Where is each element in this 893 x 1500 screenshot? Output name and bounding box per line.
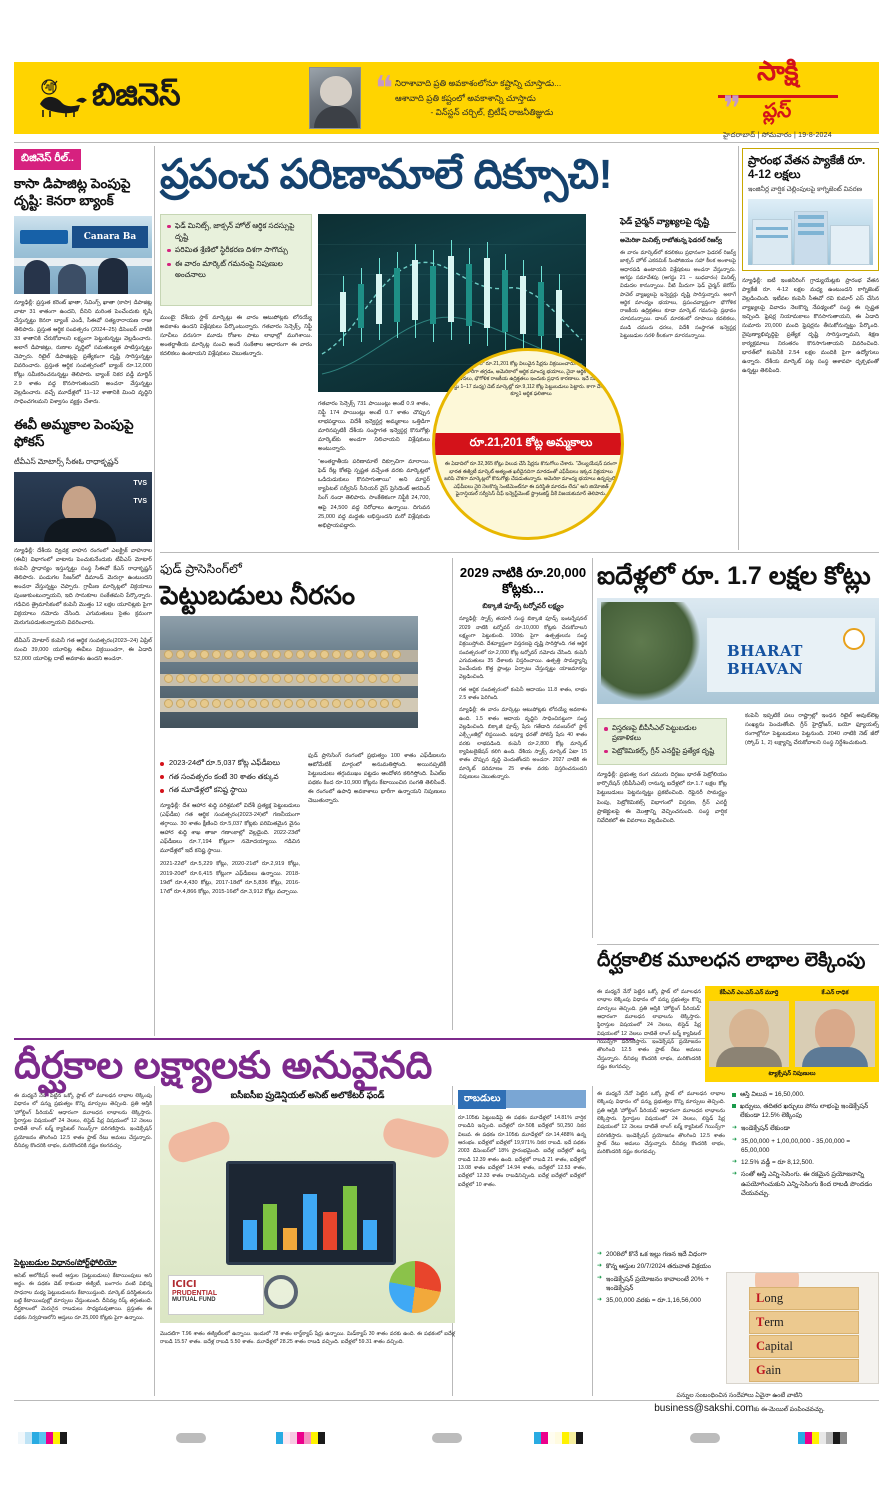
photo-person (98, 258, 128, 294)
hand-shape (380, 1115, 451, 1160)
bullet-item: గత సంవత్సరం కంటే 30 శాతం తక్కువ (160, 772, 300, 783)
ltcg-example-body: ఈ మధ్యనే నేనో పెట్టిన ఒక్కో ప్లాట్ లో మూలధన లాభాల లెక్కింపు విధానం లో పన్ను ప్రభుత్వం కొన్ని మార్పులు తెచ్చింది. ప్రతి ఆస్తికి 'హోల్డింగ్ పీరియడ్' ఆధారంగా మూలధన లాభాలను లెక్కిస్తారు. స్థిరాస్తుల విషయంలో 24 నెలలు, లిస్టెడ్ షేర్ల విషయంలో 12 నెలలు దాటితే లాంగ్ టర్మ్ క్యాపిటల్ గెయిన్స్‌గా పరిగణిస్తారు. ఇండెక్సేషన్ ప్రయోజనం తొలగించి 12.5 శాతం ఫ్లాట్ రేటు అమలు చేస్తున్నారు. దీనివల్ల కొందరికి లాభం, మరికొందరికి నష్టం కలగవచ్చు. (597, 1091, 725, 1156)
bullet-item: పరిమిత శ్రేణిలో స్థిరీకరణ దిశగా సాగొచ్చు (167, 245, 305, 256)
divider-mid-3 (592, 558, 593, 938)
ltcg-letter-c: C (756, 1339, 766, 1353)
bpcl-bullet-list (597, 718, 727, 765)
left-story-2-title: ఈవీ అమ్మకాల పెంపుపై ఫోకస్ (14, 417, 134, 450)
list-item: ➜ 35,00,000 వరకు = రూ.1,16,56,000 (597, 1296, 725, 1305)
list-item: ➜ కొన్న ఆస్తుల 20/7/2024 తరువాత విక్రయం (597, 1262, 725, 1271)
bullet-item: ఈ వారం మార్కెట్ గమనంపై నిపుణుల అంచనాలు (167, 259, 305, 280)
quote-line-2: ఆశావాది ప్రతి కష్టంలో అవకాశాన్ని చూస్తాడు (395, 92, 536, 103)
summary-col (597, 1250, 725, 1308)
right-story-subtitle: ఇంజినీర్ల వార్షిక చెల్లింపులపై కాగ్నిజెంట్ వివరణ (748, 185, 863, 193)
center-para-1: ముంబై: దేశీయ స్టాక్ మార్కెట్లు ఈ వారం ఆటుపోట్లకు లోనయ్యే అవకాశం ఉందని విశ్లేషకులు పేర్కొంటున్నారు. గతవారం సెన్సెక్స్, నిఫ్టీ సూచీలు వరుసగా మూడు రోజుల పాటు లాభాల్లో ముగిశాయి. అంతర్జాతీయ మార్కెట్ల నుంచి అందే సంకేతాల ఆధారంగా ఈ వారం కదలికలు ఉంటాయని విశ్లేషకులు చెబుతున్నారు. (160, 315, 312, 358)
author-box (705, 986, 879, 1082)
icici-fund-illustration (160, 1105, 455, 1323)
photo-sign-small (20, 230, 68, 244)
bikaji-section (459, 565, 587, 781)
calc-list (732, 1124, 879, 1198)
ltcg-section (597, 950, 879, 971)
author-name: కేపీఎన్ ఎం.ఎస్.ఎన్ మూర్తి (719, 990, 779, 996)
churchill-photo (309, 67, 361, 129)
ltcg-word-long: ong (764, 1291, 784, 1305)
quote-text (373, 68, 742, 130)
bottom-intro-body: ఈ మధ్యనే నేనో పెట్టిన ఒక్కో ప్లాట్ లో మూలధన లాభాల లెక్కింపు విధానం లో పన్ను ప్రభుత్వం కొన్ని మార్పులు తెచ్చింది. ప్రతి ఆస్తికి 'హోల్డింగ్ పీరియడ్' ఆధారంగా మూలధన లాభాలను లెక్కిస్తారు. స్థిరాస్తుల విషయంలో 24 నెలలు, లిస్టెడ్ షేర్ల విషయంలో 12 నెలలు దాటితే లాంగ్ టర్మ్ క్యాపిటల్ గెయిన్స్‌గా పరిగణిస్తారు. ఇండెక్సేషన్ ప్రయోజనం తొలగించి 12.5 శాతం ఫ్లాట్ రేటు అమలు చేస్తున్నారు. దీనివల్ల కొందరికి లాభం, మరికొందరికి నష్టం కలగవచ్చు. (14, 1093, 152, 1149)
quote-line-1: నిరాశావాది ప్రతి అవకాశంలోనూ కష్టాన్ని చూస్తాడు... (395, 77, 562, 88)
section-logo (14, 77, 209, 120)
ltcg-body: ఈ మధ్యనే నేనో పెట్టిన ఒక్కో ప్లాట్ లో మూలధన లాభాల లెక్కింపు విధానం లో పన్ను ప్రభుత్వం కొన్ని మార్పులు తెచ్చింది. ప్రతి ఆస్తికి 'హోల్డింగ్ పీరియడ్' ఆధారంగా మూలధన లాభాలను లెక్కిస్తారు. స్థిరాస్తుల విషయంలో 24 నెలలు, లిస్టెడ్ షేర్ల విషయంలో 12 నెలలు దాటితే లాంగ్ టర్మ్ క్యాపిటల్ గెయిన్స్‌గా పరిగణిస్తారు. ఇండెక్సేషన్ ప్రయోజనం తొలగించి 12.5 శాతం ఫ్లాట్ రేటు అమలు చేస్తున్నారు. దీనివల్ల కొందరికి లాభం, మరికొందరికి నష్టం కలగవచ్చు. (597, 989, 701, 1070)
left-story-2-body: న్యూఢిల్లీ: దేశీయ ద్విచక్ర వాహన రంగంలో ఎలక్ట్రిక్ వాహనాల (ఈవీ) విభాగంలో వాటాను పెంచుకునేందుకు టీవీఎస్ మోటార్ కంపెనీ ప్రాధాన్యం ఇస్తున్నట్టు సంస్థ సీఈవో కేఎన్ రాధాకృష్ణన్ తెలిపారు. పండుగల సీజన్‌లో డిమాండ్ మెరుగ్గా ఉంటుందని అంచనా వేస్తున్నట్టు చెప్పారు. గ్రామీణ మార్కెట్లలో విక్రయాలు పుంజుకుంటున్నాయని, ఇది సానుకూల సంకేతమని పేర్కొన్నారు. గడిచిన త్రైమాసికంలో కంపెనీ మొత్తం 12 లక్షల యూనిట్లకు పైగా విక్రయాలు నమోదు చేసింది. ఎగుమతులు సైతం క్రమంగా మెరుగుపడుతున్నాయని వివరించారు. (14, 547, 152, 627)
bharat-bhavan-photo (597, 598, 879, 704)
left-bottom-intro (14, 1092, 152, 1150)
returns-column (458, 1090, 586, 1189)
avatar (795, 1001, 875, 1067)
returns-header-label: రాబడులు (458, 1090, 506, 1109)
food-stats: 2021-22లో రూ.5,229 కోట్లు, 2020-21లో రూ.2,919 కోట్లు, 2019-20లో రూ.6,415 కోట్లుగా ఎఫ్‌డీఐలు ఉన్నాయి. 2018-19లో రూ.4,430 కోట్లు, 2017-18లో రూ.5,836 కోట్లు, 2016-17లో రూ.4,866 కోట్లు, 2015-16లో రూ.3,912 కోట్లు వచ్చాయి. (160, 861, 300, 895)
brand-suffix: ప్లస్ (762, 97, 794, 122)
author-name: కే.ఎన్ రాధిక (821, 990, 849, 996)
photo-suit (44, 518, 116, 542)
highlight-circle-callout (432, 348, 624, 540)
fund-mid-text (160, 1330, 455, 1347)
tvs-ceo-photo (14, 472, 152, 542)
right-column (742, 148, 879, 376)
bpcl-logo-icon (843, 628, 865, 650)
page-title: ప్రపంచ పరిణామాలే దిక్సూచి! (160, 151, 612, 197)
dateline: హైదరాబాద్ ‌‌| సోమవారం | 19-8-2024 (723, 131, 832, 139)
bullet-item: గత మూడేళ్లలో కనిష్ట స్థాయి (160, 785, 300, 796)
left-column (14, 148, 152, 664)
bottom-page-title: దీర్ఘకాల లక్ష్యాలకు అనువైనది (14, 1045, 433, 1087)
photo-person (24, 260, 50, 294)
footer-contact (600, 1392, 879, 1414)
bikaji-subtitle: బిక్కాజీ ఫూడ్స్ టర్నోవర్ లక్ష్యం (482, 602, 564, 610)
footer-email-text: business@sakshi.com (654, 1402, 754, 1414)
list-item: ➜ సంతో ఆస్తి ఎన్ని-సెసింగు. ఈ రకమైన ప్రయోజనాన్ని ఉపయోగించుకుని ఎన్ని-సెసింగు కింద రాబడి పొందడం చేయవచ్చు. (732, 1170, 879, 1198)
ltcg-block-gain (749, 1359, 859, 1382)
logo-line-1: ICICI (172, 1279, 197, 1290)
food-kicker: ఫుడ్ ప్రాసెసింగ్‌లో (160, 562, 242, 576)
publication-brand (694, 56, 879, 141)
quote-attribution: - విన్‌స్టన్ చర్చిల్, బ్రిటీష్ రాజనీతిజ్ఞుడు (430, 107, 554, 118)
divider-bottom-1 (154, 1086, 155, 1396)
fed-panel-subtitle: అమెరికా మినిట్స్ రాబోతున్న ఫెడరల్ రిజర్వ్ (620, 237, 722, 244)
laptop-shape (226, 1161, 396, 1265)
fund-name-caption: ఐసీఐసీఐ ప్రుడెన్షియల్ అసెట్ అలొకేటర్ ఫండ్ (230, 1090, 385, 1100)
divider-mid-2 (452, 558, 453, 1030)
ltcg-title: దీర్ఘకాలిక మూలధన లాభాల లెక్కింపు (597, 950, 866, 971)
bharat-bhavan-sign: BHARAT BHAVAN (727, 642, 804, 678)
fed-panel-body: ఈ వారం మార్కెట్‌లో కదలికలు ప్రధానంగా ఫెడరల్ రిజర్వ్ జాక్సన్ హోల్ ఎకనమిక్ సింపోజియం సహా కీలక అంశాలపై ఆధారపడి ఉంటాయని విశ్లేషకులు అంచనా వేస్తున్నారు. ఆగస్టు సమావేశపు (ఆగస్టు 21 – బుధవారం) మినిట్స్ విడుదల కానున్నాయి. వీటి మీదుగా ఫెడ్ చైర్మన్ జెరోమ్ పావెల్ వ్యాఖ్యలపై ఇన్వెస్టర్లు దృష్టి సారిస్తున్నారు. అలాగే ఆర్థిక మాంద్యం భయాలు, ప్రపంచవ్యాప్తంగా భౌగోళిక రాజకీయ ఉద్రిక్తతలు కూడా మార్కెట్ గమనంపై ప్రభావం చూపనున్నాయి. డాలర్ మారకంలో రూపాయి కదలికలు, ముడి చమురు ధరలు, విదేశీ సంస్థాగత ఇన్వెస్టర్ల పెట్టుబడుల సరళి కీలకంగా మారనున్నాయి. (620, 249, 736, 340)
logo-line-2: PRUDENTIAL (172, 1290, 218, 1297)
business-reel-tag: బిజినెస్ రీల్.. (14, 149, 81, 170)
left-story-1-title: కాసా డిపాజిట్ల పెంపుపై దృష్టి: కెనరా బ్యాంక్ (14, 176, 131, 208)
food-body: న్యూఢిల్లీ: దేశ ఆహార శుద్ధి పరిశ్రమలో విదేశీ ప్రత్యక్ష పెట్టుబడులు (ఎఫ్‌డీఐ) గత ఆర్థిక సంవత్సరం(2023-24)లో గణనీయంగా తగ్గాయి. 30 శాతం క్షీణించి రూ.5,037 కోట్లకు పరిమితమైన వైనం ఆహార శుద్ధి శాఖ తాజా గణాంకాల్లో వెల్లడైంది. 2022-23లో ఎఫ్‌డీఐలు రూ.7,194 కోట్లుగా నమోదయ్యాయి. గడిచిన మూడేళ్లలో ఇదే కనిష్ట స్థాయి. (160, 803, 300, 855)
author-caption: ట్యాక్సేషన్ నిపుణులు (768, 1070, 816, 1077)
quote-close-icon: ❞ (722, 89, 742, 130)
ltcg-word-term: erm (764, 1315, 784, 1329)
bpcl-body-2: కంపెనీ ఇప్పటికే పలు రాష్ట్రాల్లో ఇంధన రిటైల్ అవుట్‌లెట్ల సంఖ్యను పెంచుతోంది. గ్రీన్ హైడ్రోజన్, బయో ఫ్యూయల్స్ రంగాల్లోనూ పెట్టుబడులు పెట్టనుంది. 2040 నాటికి నెట్ జీరో (స్కోప్ 1, 2) లక్ష్యాన్ని చేరుకోవాలని సంస్థ నిర్దేశించుకుంది. (745, 713, 879, 747)
food-bullets (160, 752, 300, 897)
left-story-2-body-2: టీవీఎస్ మోటార్ కంపెనీ గత ఆర్థిక సంవత్సరం(2023–24) ఏప్రిల్ నుంచి 39,000 యూనిట్ల ఈవీలు విక్రయించగా, ఈ ఏడాది 52,000 యూనిట్ల దాటే అవకాశం ఉందని అంచనా. (14, 632, 152, 664)
office-building-photo (748, 199, 873, 265)
returns-header-bar (458, 1090, 586, 1109)
ltcg-example-col (597, 1090, 725, 1157)
quote-open-icon: ❝ (375, 68, 394, 109)
left-story-1-body: న్యూఢిల్లీ: ప్రస్తుత కరెంట్ ఖాతా, సేవింగ్స్ ఖాతా (కాసా) డిపాజిట్ల వాటా 31 శాతంగా ఉందని, దీనిని మరింత పెంచేందుకు కృషి చేస్తున్నట్టు కెనరా బ్యాంక్ ఎండీ, సీఈవో సత్యనారాయణ రాజు తెలిపారు. ప్రస్తుత ఆర్థిక సంవత్సరం (2024–25) డిసెంబర్ నాటికి 33 శాతానికి చేరుకోవాలని లక్ష్యంగా పెట్టుకున్నట్టు వెల్లడించారు. అలాగే డిపాజిట్లు, రుణాల వృద్ధిలో సమతుల్యత పాటిస్తున్నట్టు చెప్పారు. రిటైల్ డిపాజిట్లపై ప్రత్యేకంగా దృష్టి సారిస్తున్నట్టు వివరించారు. ప్రస్తుత ఆర్థిక సంవత్సరంలో బ్యాంక్ రూ.12,000 కోట్లు సమీకరించనున్నట్టు తెలిపారు. బ్యాంక్ నికర వడ్డీ మార్జిన్ 2.9 శాతం వద్ద కొనసాగుతుందని అంచనా వేస్తున్నట్టు వెల్లడించారు. వచ్చే మూడేళ్లలో 11–12 శాతానికి మించి వృద్ధిని సాధించగలమని విశ్వాసం వ్యక్తం చేశారు. (14, 299, 152, 406)
masthead-quote-block (209, 67, 742, 130)
food-body-2: ఫుడ్ ప్రాసెసింగ్ రంగంలో ప్రభుత్వం 100 శాతం ఎఫ్‌డీఐలను ఆటోమేటిక్ మార్గంలో అనుమతిస్తోంది. అయినప్పటికీ పెట్టుబడులు తగ్గుముఖం పట్టడం ఆందోళన కలిగిస్తోంది. పీఎల్ఐ పథకం కింద రూ.10,900 కోట్లను కేటాయించిన సంగతి తెలిసిందే. ఈ రంగంలో ఉపాధి అవకాశాలు భారీగా ఉన్నాయని నిపుణులు చెబుతున్నారు. (308, 753, 446, 805)
circle-text-top: ఆగస్టు ప్రథమార్ధంలో రూ.21,201 కోట్ల విలువైన షేర్లను విక్రయించారు. యెన్ ఆధారిత క్యారీ ట్రేడింగ్ భారీగా తగ్గడం, అమెరికాలో ఆర్థిక మాంద్య భయాలు, నైనా ఆర్థిక మందగమన అందోళనలు, భౌగోళిక రాజకీయ ఉద్రిక్తతలు ఇందుకు ప్రధాన కారణాలు. ఇదే సమయంలో (ఆగస్టు 1–17 మధ్య) డెట్ మార్కెట్లో రూ.9,112 కోట్ల పెట్టుబడులు పెట్టారు. కాగా దేశీయంగా క్యూ1 ఆర్థిక ఫలితాలు (445, 361, 617, 397)
ltcg-word-capital: apital (765, 1339, 793, 1353)
bikaji-body-3: న్యూఢిల్లీ: ఈ వారం మార్కెట్లు ఆటుపోట్లకు లోనయ్యే అవకాశం ఉంది. 1.5 శాతం ఆదాయ వృద్ధిని సాధించినట్టుగా సంస్థ వెల్లడించింది. బిక్కాజీ ఫూడ్స్ షేరు గతేడాది నవంబర్‌లో స్టాక్ ఎక్స్చేంజీల్లో లిస్టయింది. ఇష్యూ ధరతో పోలిస్తే షేరు 40 శాతం వరకు లాభపడింది. కంపెనీ రూ.2,800 కోట్ల మార్కెట్ క్యాపిటలైజేషన్ కలిగి ఉంది. దేశీయ స్నాక్స్ మార్కెట్ ఏటా 15 శాతం చొప్పున వృద్ధి చెందుతోందని అంచనా. 2027 నాటికి ఈ మార్కెట్ పరిమాణం 25 శాతం వరకు విస్తరించనుందని నిపుణులు చెబుతున్నారు. (459, 707, 587, 780)
ltcg-block-term (749, 1311, 859, 1334)
bullet-item: 2023-24లో రూ.5,037 కోట్ల ఎఫ్‌డీఐలు (160, 758, 300, 769)
cognizant-box (742, 148, 879, 271)
tree-shape (601, 602, 701, 702)
center-story-col-1 (160, 314, 312, 359)
food-processing-section (160, 562, 446, 728)
bpcl-body: న్యూఢిల్లీ: ప్రభుత్వ రంగ చమురు దిగ్గజం భారత్ పెట్రోలియం కార్పొరేషన్ (బీపీసీఎల్) రానున్న ఐదేళ్లలో రూ.1.7 లక్షల కోట్ల పెట్టుబడులు పెట్టనున్నట్టు ప్రకటించింది. రిఫైనరీ సామర్థ్యం పెంపు, పెట్రోకెమికల్స్ విభాగంలో విస్తరణ, గ్రీన్ ఎనర్జీ ప్రాజెక్టులపై ఈ మొత్తాన్ని వెచ్చించనుంది. సంస్థ వార్షిక నివేదికలో ఈ వివరాలు వెల్లడించింది. (597, 772, 727, 824)
list-item: ఖర్చులు, తదితర ఖర్చులు పోను లాభంపై ఇండెక్సేషన్ లేకుండా 12.5% లెక్కింపు (732, 1102, 879, 1121)
list-item: ➜ ఇండెక్సేషన్ లేకుండా (732, 1124, 879, 1133)
photo-tvs-logo-1: TVS (133, 479, 147, 487)
ltcg-letter-l: L (756, 1291, 765, 1305)
bpcl-title: ఐదేళ్లలో రూ. 1.7 లక్షల కోట్లు (597, 562, 871, 590)
center-para-2: గతవారం సెన్సెక్స్ 731 పాయింట్లు అంటే 0.9 శాతం, నిఫ్టీ 174 పాయింట్లు అంటే 0.7 శాతం చొప్పున లాభపడ్డాయి. విదేశీ ఇన్వెస్టర్ల అమ్మకాలు ఒత్తిడిగా మారినప్పటికీ దేశీయ సంస్థాగత ఇన్వెస్టర్ల కొనుగోళ్లు మార్కెట్‌కు అండగా నిలిచాయని విశ్లేషకులు అంటున్నారు. (318, 401, 430, 453)
registration-mark (176, 1433, 206, 1443)
print-registration-bar (0, 1432, 893, 1446)
fed-chairman-panel (620, 216, 736, 340)
icici-prudential-logo (168, 1275, 264, 1315)
bottom-main-title-block (14, 1046, 634, 1088)
footer-line-1: పన్నుల సంబంధించిన సందేహాలు ఏవైనా ఉంటే వాటిని (676, 1392, 803, 1399)
list-item: ➜ ఇండెక్సేషన్ ప్రయోజనం కావాలంటే 20% + ఇండెక్సేషన్ (597, 1275, 725, 1294)
pie-chart-icon (389, 1261, 441, 1313)
bpcl-body-col2 (745, 712, 879, 748)
avatar (709, 1001, 789, 1067)
bpcl-bullets (597, 712, 727, 826)
section-logo-text: బిజినెస్ (92, 76, 181, 113)
ltcg-letter-t: T (756, 1315, 765, 1329)
color-swatch-set (534, 1432, 583, 1444)
color-swatch-set (18, 1432, 67, 1444)
bullet-item: విస్తరణపై బీపీసీఎల్ పెట్టుబడుల ప్రణాళికలు (604, 724, 720, 744)
ltcg-word-gain: ain (765, 1363, 782, 1377)
circle-red-band: రూ.21,201 కోట్ల అమ్మకాలు (432, 433, 624, 455)
list-item: ఆస్తి విలువ = 16,50,000. (732, 1090, 879, 1099)
bikaji-body-2: గత ఆర్థిక సంవత్సరంలో కంపెనీ ఆదాయం 11.8 శాతం, లాభం 2.5 శాతం పెరిగింది. (459, 686, 587, 702)
bullet-item: ఫెడ్ మినిట్స్, జాక్సన్ హోల్ ఆర్థిక సదస్సుపై దృష్టి (167, 221, 305, 242)
ltcg-block-long (749, 1287, 859, 1310)
divider-mid (160, 552, 879, 553)
fund-mid-body: మొదటిగా T.96 శాతం ఈక్విటీలలో ఉన్నాయి. ఇందులో 78 శాతం లార్జ్‌క్యాప్ షేర్లు ఉన్నాయి. మిడ్‌క్యాప్ 30 శాతం వరకు ఉంది. ఈ పథకంలో ఐదేళ్ల రాబడి 15.57 శాతం. ఐదేళ్ల రాబడి 5.50 శాతం. మూడేళ్లలో 28.25 శాతం రాబడి వచ్చింది. ఐదేళ్లలో 59.31 శాతం వచ్చింది. (160, 1331, 455, 1346)
hand-shape (165, 1118, 233, 1166)
left-story-2-subtitle: టీవీఎస్ మోటార్స్ సీఈఓ రాధాకృష్ణన్ (14, 457, 119, 467)
returns-body: రూ.105కు పెట్టుబడిపై ఈ పథకం మూడేళ్లలో 14.81% వార్షిక రాబడిని ఇచ్చింది. ఐదేళ్లలో రూ.50కి ఐదేళ్లలో 50,250 నికర విలువ. ఈ పథకం రూ.105కు మూడేళ్లలో రూ.14,488% ఉన్న ఆరంభం. ఐదేళ్లలో ఐదేళ్లలో 19,971% నికర రాబడి. ఇదే పథకం 2003 డిసెంబర్‌లో 18% ప్రారంభమైంది. ఐదేళ్ల ఐదేళ్లలో ఉన్న రాబడి 12.39 శాతం ఉంది. ఐదేళ్లలో రాబడి 21 శాతం, ఐదేళ్లలో 13.08 శాతం ఐదేళ్లలో 14.94 శాతం, ఐదేళ్లలో 12.53 శాతం, ఐదేళ్లలో 12.33 శాతం రాబడినిచ్చింది. ఐదేళ్ల ఐదేళ్లలో ఐదేళ్లలో ఐదేళ్లలో 10 శాతం. (458, 1115, 586, 1188)
allocation-title: పెట్టుబడుల విధానం/పోర్ట్‌ఫోలియో (14, 1258, 117, 1267)
right-story-body: న్యూఢిల్లీ: ఐటీ ఇంజినీరింగ్ గ్రాడ్యుయేట్లకు ప్రారంభ వేతన ప్యాకేజీ రూ. 4-12 లక్షల మధ్య ఉంటుందని కాగ్నిజెంట్ వెల్లడించింది. ఇటీవల కంపెనీ సీఈవో రవి కుమార్ ఎస్ చేసిన వ్యాఖ్యలపై వివాదం నెలకొన్న నేపథ్యంలో సంస్థ ఈ స్పష్టత ఇచ్చింది. ఫ్రెషర్ల నియామకాలు కొనసాగుతాయని, ఈ ఏడాది సుమారు 20,000 మంది ఫ్రెషర్లను తీసుకోనున్నట్టు పేర్కొంది. నైపుణ్యాభివృద్ధిపై ప్రత్యేక దృష్టి సారిస్తున్నామని, శిక్షణ కార్యక్రమాలు నిరంతరం కొనసాగుతాయని వివరించింది. భారత్‌లో కంపెనీకి 2.54 లక్షల మందికి పైగా ఉద్యోగులు ఉన్నారు. దేశీయ మార్కెట్ పట్ల సంస్థ ఆశావహ దృక్పథంతో ఉన్నట్టు తెలిపింది. (742, 277, 879, 374)
list-item: ➜ 35,00,000 + 1,00,00,000 - 35,00,000 = 65,00,000 (732, 1137, 879, 1156)
headline-bullet-list (167, 221, 305, 281)
circle-text-bottom: ఈ ఏడాదిలో రూ.32,365 కోట్లు విలువ చేసే షేర్లను కొనుగోలు చేశారు. "వేల్యుయేషన్ పరంగా భారత ఈక్విటీ మార్కెట్ అత్యంత ఖరీదైనదిగా మారడంతో ఎఫ్‌పీఐలు ఇక్కడ విక్రయాలు జరిపి చౌకగా మార్కెట్లలో కొనుగోళ్లు చేపడుతున్నారు. అమెరికా మాంద్య భయాలు ఉన్నప్పటికీ ఎఫ్‌పీఐలు నైరి నెలకొన్న సెంటిమెంట్‌నూ ఈ పరిస్థితి మారడం లేదు" అని జియోజిత్ ఫైనాన్షియల్ సర్వీసెస్ చీఫ్ ఇన్వెస్ట్‌మెంట్ స్ట్రాటజిస్ట్ వీకే విజయకుమార్ తెలిపారు. (444, 461, 618, 497)
canara-sign: Canara Ba (72, 226, 148, 248)
author-photos (709, 1001, 875, 1067)
divider-top (14, 142, 879, 143)
color-swatch-set (276, 1432, 325, 1444)
ltcg-calc-col (732, 1090, 879, 1201)
center-story-col-2 (318, 400, 430, 531)
registration-mark (690, 1433, 720, 1443)
footer-line-2: కు ఈ-మెయిల్ పంపించవచ్చు. (753, 1405, 825, 1413)
photo-person (58, 264, 86, 294)
list-item: ➜ 12.5% వడ్డీ = రూ 8,12,500. (732, 1158, 879, 1167)
headline-bullets-box (160, 214, 312, 306)
bull-bear-icon (36, 78, 88, 118)
bpcl-section (597, 562, 879, 590)
returns-header-fill (506, 1090, 586, 1108)
photo-tvs-logo-2: TVS (133, 497, 147, 505)
summary-list (597, 1250, 725, 1305)
logo-line-3: MUTUAL FUND (172, 1297, 216, 1303)
bikaji-title: 2029 నాటికి రూ.20,000 కోట్లకు... (459, 565, 587, 597)
masthead (14, 55, 879, 139)
food-bullet-list (160, 758, 300, 796)
example-list (732, 1090, 879, 1120)
divider-left-col (154, 146, 155, 1036)
fed-panel-title: ఫెడ్ చైర్మన్ వ్యాఖ్యలపై దృష్టి (620, 216, 736, 233)
right-story-title: ప్రారంభ వేతన ప్యాకేజీ రూ. 4-12 లక్షలు (748, 155, 866, 182)
divider-right-bottom (597, 944, 879, 945)
divider-right-col (738, 146, 739, 550)
main-headline-block (160, 152, 736, 197)
footer-email[interactable] (600, 1403, 879, 1414)
purple-rule (14, 1038, 634, 1040)
allocation-body: అసెట్ అలోకేషన్ అంటే ఆస్తుల (పెట్టుబడులు) కేటాయింపులు అని అర్థం. ఈ పథకం డెట్ కాకుండా ఈక్విటీ, బంగారం వంటి విభిన్న సాధనాల మధ్య పెట్టుబడులను కేటాయిస్తుంది. మార్కెట్ పరిస్థితులను బట్టి కేటాయింపుల్లో మార్పులు చేస్తుంటుంది. దీనివల్ల రిస్క్ తగ్గుతుంది. దీర్ఘకాలంలో మెరుగైన రాబడులు సాధ్యమవుతాయి. ప్రస్తుతం ఈ పథకం నిర్వహణలోని ఆస్తులు రూ.25,000 కోట్లకు పైగా ఉన్నాయి. (14, 1273, 152, 1321)
author-names (709, 990, 875, 998)
canara-bank-photo (14, 216, 152, 294)
left-bottom-story (14, 1258, 152, 1322)
bullet-item: పెట్రోకెమికల్స్, గ్రీన్ ఎనర్జీపై ప్రత్యేక దృష్టి (604, 747, 720, 757)
brand-name: సాక్షి (757, 55, 798, 87)
ltcg-blocks-image (726, 1272, 879, 1384)
center-para-3: "అంతర్జాతీయ పరిణామాలే దిక్సూచిగా మారాయి. ఫెడ్ రేట్ల కోతపై స్పష్టత వచ్చేంత వరకు మార్కెట్లలో ఒడిదుడుకులు కొనసాగుతాయి" అని మాస్టర్ క్యాపిటల్ సర్వీసెస్ సీనియర్ వైస్ ప్రెసిడెంట్ అరవింద్ సింగ్ నందా తెలిపారు. సాంకేతికంగా నిఫ్టీకి 24,700, ఆపై 24,500 వద్ద నిరోధాలు ఉన్నాయి. దిగువన 25,000 వద్ద మద్దతు లభిస్తుందని మరో విశ్లేషకుడు అభిప్రాయపడ్డారు. (318, 459, 430, 529)
ltcg-block-capital (749, 1335, 859, 1358)
color-swatch-set (798, 1432, 847, 1444)
magnifier-icon (264, 1275, 298, 1309)
divider-bottom-3 (592, 1086, 593, 1396)
list-item: ➜ 2008లో కొనే ఒక ఇల్లు గణన ఇదే విధంగా (597, 1250, 725, 1259)
registration-mark (432, 1433, 462, 1443)
food-body-col2 (308, 752, 446, 806)
food-title: పెట్టుబడులు నీరసం (160, 580, 356, 610)
ltcg-letter-g: G (756, 1363, 766, 1377)
bikaji-body: న్యూఢిల్లీ: స్నాక్స్ తయారీ సంస్థ బిక్కాజీ ఫూడ్స్ ఇంటర్నేషనల్ 2029 నాటికి టర్నోవర్ రూ.10,000 కోట్లకు చేరుకోవాలని లక్ష్యంగా పెట్టుకుంది. 100కు పైగా ఉత్పత్తులను సంస్థ విక్రయిస్తోంది. దేశవ్యాప్తంగా విస్తరణపై దృష్టి సారిస్తోంది. గత ఆర్థిక సంవత్సరంలో రూ.2,000 కోట్ల టర్నోవర్ నమోదు చేసింది. కంపెనీ ఎగుమతులు 35 దేశాలకు విస్తరించాయి. ఉత్పత్తి సామర్థ్యాన్ని పెంచేందుకు కొత్త ప్లాంట్లు ఏర్పాటు చేస్తున్నట్టు యాజమాన్యం వెల్లడించింది. (459, 616, 587, 681)
food-factory-photo (160, 616, 418, 728)
